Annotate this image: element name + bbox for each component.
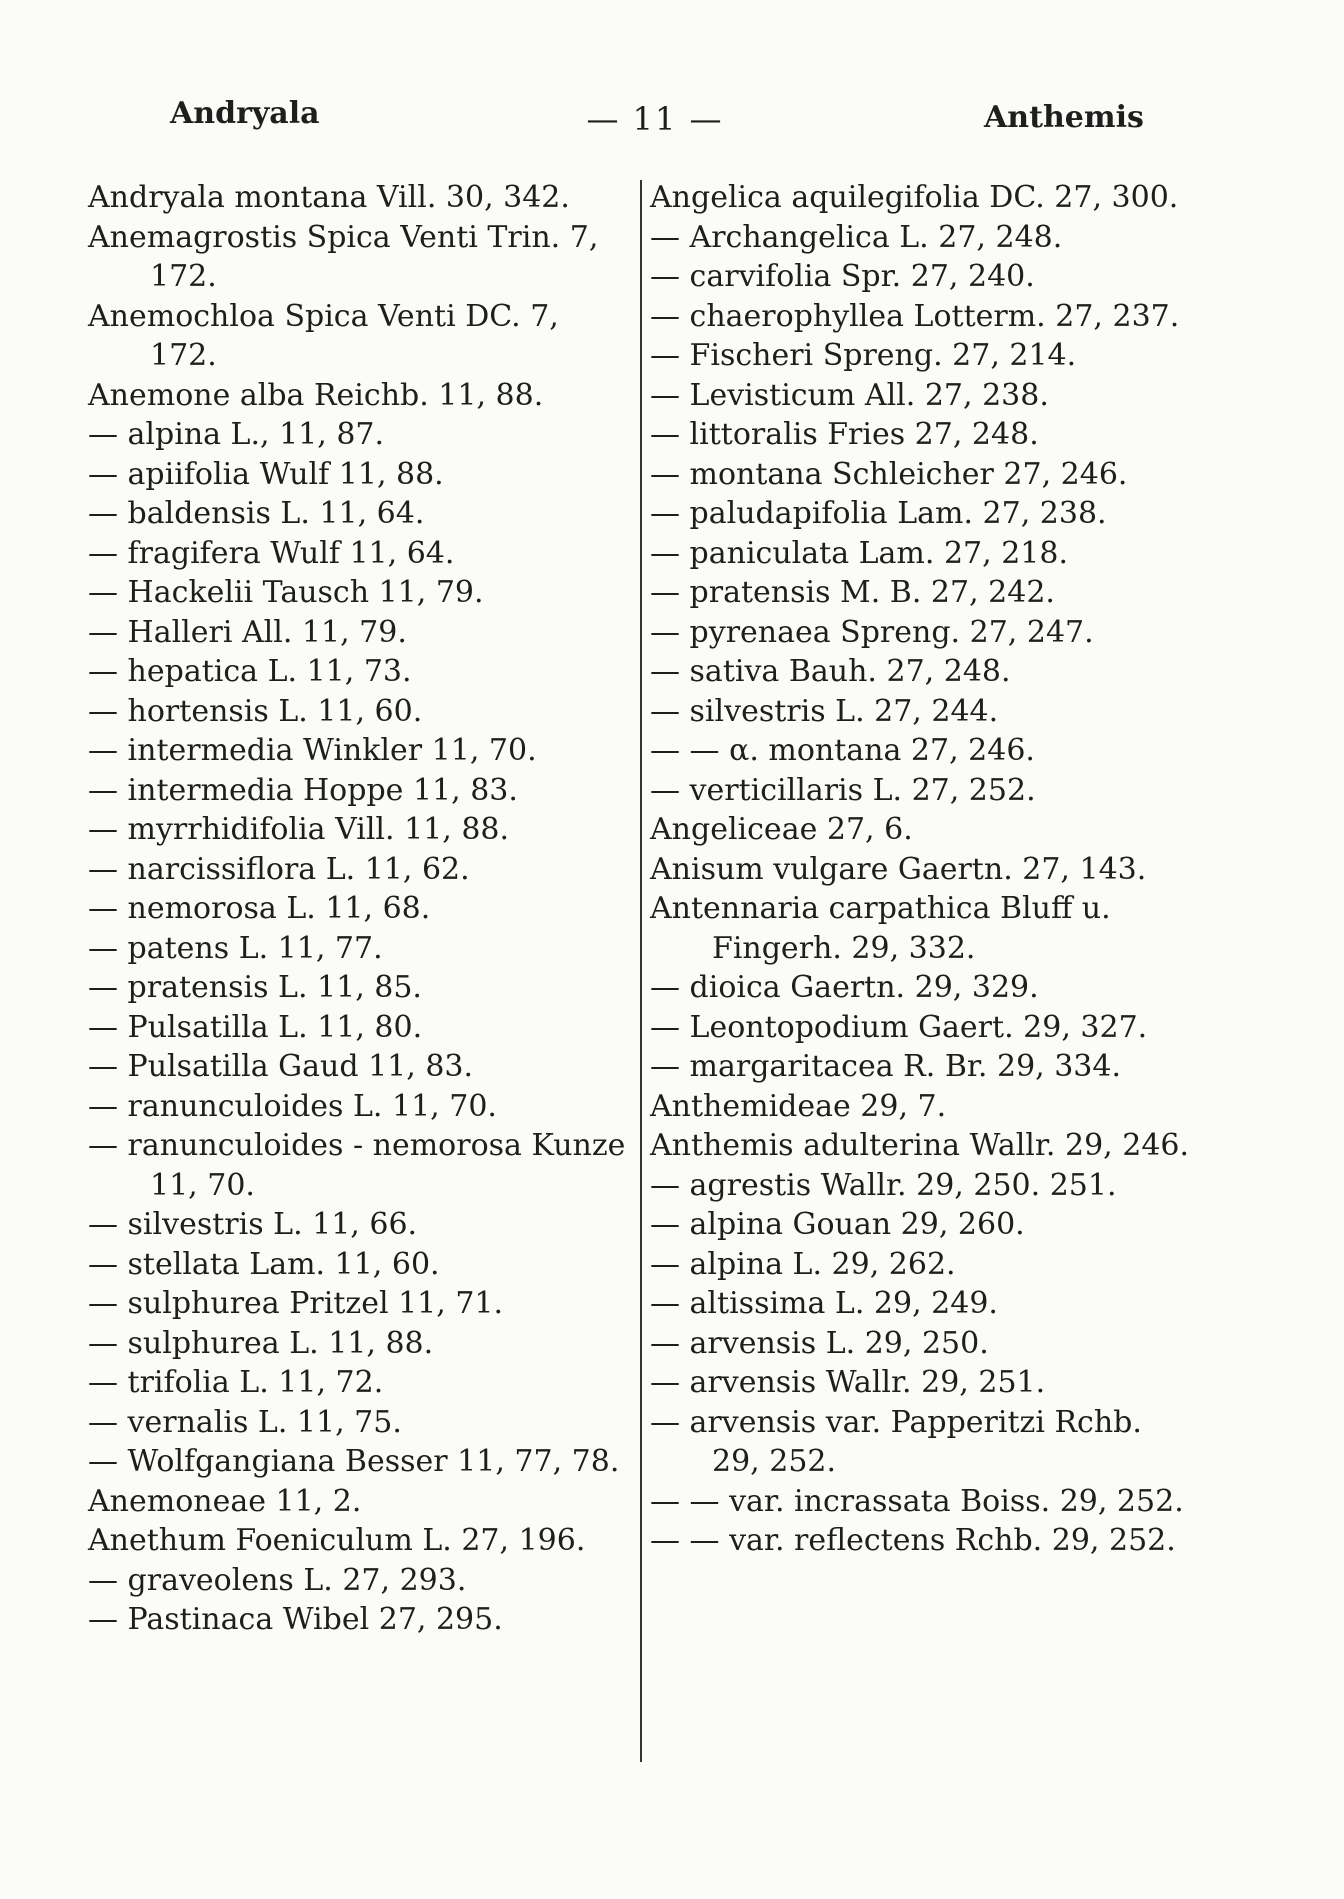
- index-entry: — trifolia L. 11, 72.: [88, 1365, 384, 1400]
- index-entry: — agrestis Wallr. 29, 250. 251.: [650, 1167, 1117, 1203]
- index-entry: Angelica aquilegifolia DC. 27, 300.: [650, 180, 1179, 215]
- index-entry: Anisum vulgare Gaertn. 27, 143.: [650, 851, 1147, 887]
- index-entry: — narcissiflora L. 11, 62.: [88, 851, 470, 887]
- index-entry: — arvensis L. 29, 250.: [650, 1325, 989, 1361]
- index-entry: — alpina L. 29, 262.: [650, 1246, 956, 1282]
- index-entry: — — var. incrassata Boiss. 29, 252.: [650, 1483, 1184, 1519]
- index-entry: — stellata Lam. 11, 60.: [88, 1246, 440, 1282]
- running-header: [0, 96, 1344, 136]
- index-entry: — silvestris L. 27, 244.: [650, 693, 999, 729]
- index-entry: — arvensis Wallr. 29, 251.: [650, 1365, 1046, 1400]
- index-entry: Anemoneae 11, 2.: [88, 1483, 362, 1519]
- index-entry: — Leontopodium Gaert. 29, 327.: [650, 1009, 1148, 1045]
- index-entry: Anethum Foeniculum L. 27, 196.: [88, 1523, 586, 1558]
- index-entry: — baldensis L. 11, 64.: [88, 496, 425, 531]
- index-entry: — montana Schleicher 27, 246.: [650, 456, 1128, 492]
- index-entry: — Levisticum All. 27, 238.: [650, 377, 1049, 413]
- index-entry: Anthemis adulterina Wallr. 29, 246.: [650, 1128, 1190, 1163]
- index-entry: — nemorosa L. 11, 68.: [88, 891, 431, 926]
- index-entry: — chaerophyllea Lotterm. 27, 237.: [650, 298, 1180, 334]
- index-entry: — littoralis Fries 27, 248.: [650, 417, 1039, 452]
- index-entry: — silvestris L. 11, 66.: [88, 1207, 418, 1242]
- header-left-guide-word: Andryala: [170, 96, 320, 131]
- index-entry: — patens L. 11, 77.: [88, 930, 383, 966]
- index-entry: — hortensis L. 11, 60.: [88, 693, 423, 729]
- index-entry: — altissima L. 29, 249.: [650, 1286, 998, 1321]
- index-entry: — — α. montana 27, 246.: [650, 733, 1035, 768]
- index-entry: — alpina Gouan 29, 260.: [650, 1207, 1025, 1242]
- left-column: [88, 178, 635, 1640]
- index-entry: — intermedia Hoppe 11, 83.: [88, 772, 518, 808]
- index-entry: — Pulsatilla Gaud 11, 83.: [88, 1049, 474, 1084]
- index-entry: — arvensis var. Papperitzi Rchb. 29, 252.: [650, 1404, 1152, 1479]
- header-right-guide-word: Anthemis: [984, 100, 1144, 135]
- index-entry: — Archangelica L. 27, 248.: [650, 219, 1063, 255]
- index-entry: — verticillaris L. 27, 252.: [650, 772, 1036, 808]
- index-entry: — alpina L., 11, 87.: [88, 417, 385, 452]
- index-entry: — myrrhidifolia Vill. 11, 88.: [88, 812, 510, 847]
- index-entry: — paniculata Lam. 27, 218.: [650, 535, 1068, 571]
- index-entry: — Pastinaca Wibel 27, 295.: [88, 1602, 503, 1637]
- index-entry: — sulphurea Pritzel 11, 71.: [88, 1286, 504, 1321]
- index-entry: — sativa Bauh. 27, 248.: [650, 654, 1011, 689]
- index-entry: — — var. reflectens Rchb. 29, 252.: [650, 1523, 1176, 1558]
- index-entry: Andryala montana Vill. 30, 342.: [88, 180, 570, 215]
- page-number: — 11 —: [586, 100, 724, 138]
- column-divider: [640, 180, 642, 1762]
- index-entry: Antennaria carpathica Bluff u. Fingerh. 29, 332.: [650, 891, 1121, 966]
- index-entry: — paludapifolia Lam. 27, 238.: [650, 496, 1107, 531]
- index-entry: — ranunculoides L. 11, 70.: [88, 1088, 497, 1124]
- index-entry: — Wolfgangiana Besser 11, 77, 78.: [88, 1444, 620, 1479]
- index-entry: — Halleri All. 11, 79.: [88, 614, 407, 650]
- index-entry: Anthemideae 29, 7.: [650, 1088, 947, 1124]
- index-entry: — margaritacea R. Br. 29, 334.: [650, 1049, 1122, 1084]
- index-entry: — Pulsatilla L. 11, 80.: [88, 1009, 423, 1045]
- index-entry: — apiifolia Wulf 11, 88.: [88, 456, 444, 492]
- index-entry: Anemochloa Spica Venti DC. 7, 172.: [88, 298, 569, 373]
- index-entry: — pratensis M. B. 27, 242.: [650, 575, 1055, 610]
- index-entry: Anemone alba Reichb. 11, 88.: [88, 377, 544, 413]
- index-entry: — vernalis L. 11, 75.: [88, 1404, 402, 1440]
- index-entry: Anemagrostis Spica Venti Trin. 7, 172.: [88, 219, 608, 294]
- index-entry: — sulphurea L. 11, 88.: [88, 1325, 434, 1361]
- index-entry: Angeliceae 27, 6.: [650, 812, 913, 847]
- index-entry: — Hackelii Tausch 11, 79.: [88, 575, 484, 610]
- index-entry: — ranunculoides - nemorosa Kunze 11, 70.: [88, 1128, 635, 1203]
- index-entry: — intermedia Winkler 11, 70.: [88, 733, 537, 768]
- index-entry: — Fischeri Spreng. 27, 214.: [650, 338, 1077, 373]
- index-entry: — carvifolia Spr. 27, 240.: [650, 259, 1035, 294]
- index-entry: — pratensis L. 11, 85.: [88, 970, 422, 1005]
- right-column: [650, 178, 1190, 1561]
- index-entry: — graveolens L. 27, 293.: [88, 1562, 467, 1598]
- index-entry: — pyrenaea Spreng. 27, 247.: [650, 614, 1094, 650]
- index-entry: — hepatica L. 11, 73.: [88, 654, 412, 689]
- index-entry: — fragifera Wulf 11, 64.: [88, 535, 455, 571]
- index-entry: — dioica Gaertn. 29, 329.: [650, 970, 1039, 1005]
